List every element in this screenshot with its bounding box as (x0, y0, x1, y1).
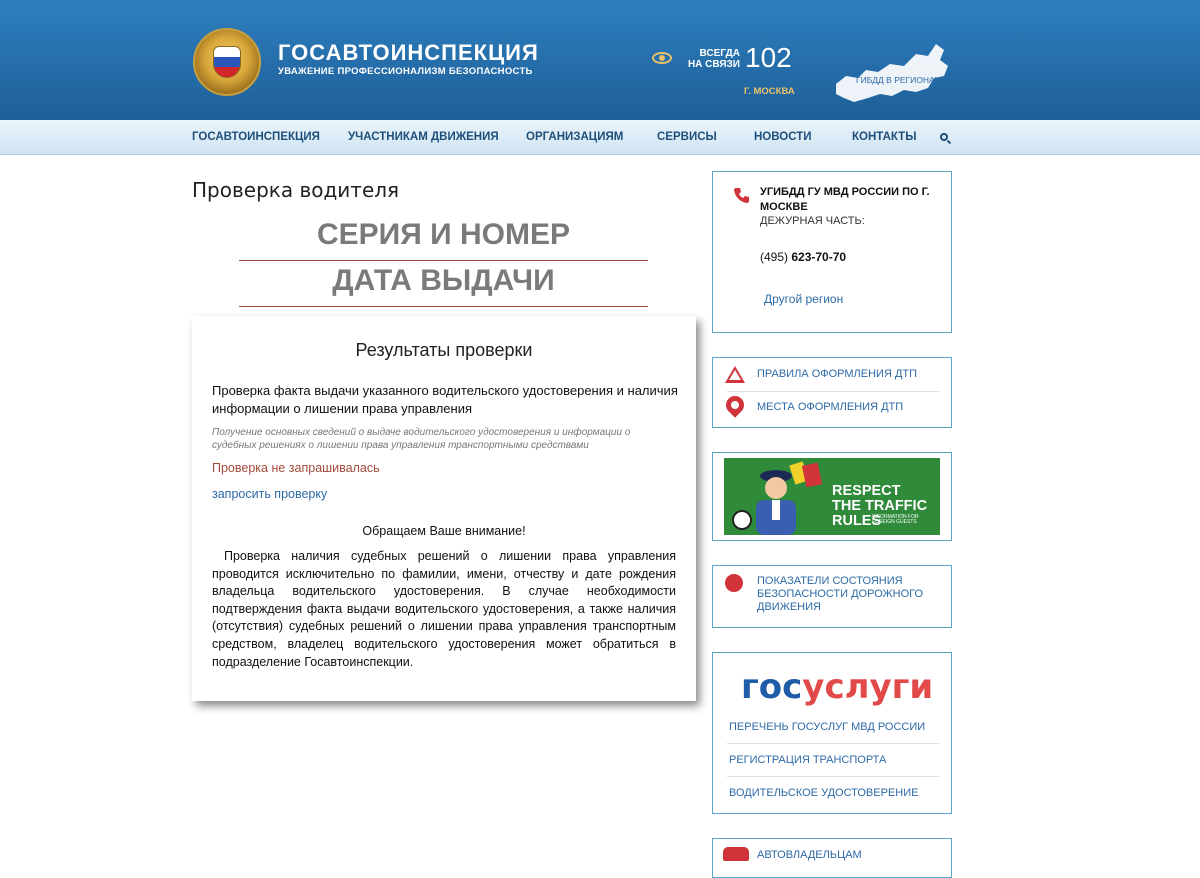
city-selector[interactable]: Г. МОСКВА (744, 86, 795, 97)
traffic-rules-banner[interactable] (724, 458, 940, 535)
vehicle-registration-link[interactable]: РЕГИСТРАЦИЯ ТРАНСПОРТА (729, 754, 887, 766)
org-name: УГИБДД ГУ МВД РОССИИ ПО Г. МОСКВЕ (760, 186, 930, 213)
site-header (0, 0, 1200, 120)
gosuslugi-box (712, 652, 952, 814)
results-card (192, 316, 696, 701)
gosuslugi-logo-part2: услуги (802, 667, 934, 707)
contact-box (712, 171, 952, 333)
gosuslugi-list-link[interactable]: ПЕРЕЧЕНЬ ГОСУСЛУГ МВД РОССИИ (729, 721, 926, 733)
banner-line3: RULES (832, 513, 882, 529)
police-officer-icon (746, 466, 806, 535)
duty-label: ДЕЖУРНАЯ ЧАСТЬ: (760, 215, 865, 227)
always-available (684, 48, 740, 70)
banner-small-text: INFORMATION FOR FOREIGN GUESTS (872, 514, 919, 525)
regions-label[interactable]: ГИБДД В РЕГИОНАХ (856, 75, 941, 85)
safety-stats-link[interactable]: ПОКАЗАТЕЛИ СОСТОЯНИЯ БЕЗОПАСНОСТИ ДОРОЖНОГО ДВИЖЕНИЯ (757, 575, 924, 613)
divider (727, 776, 939, 777)
check-description: Проверка факта выдачи указанного водительского удостоверения и наличия информации о лишении права управления (212, 383, 678, 416)
always-line1: ВСЕГДА (699, 48, 740, 59)
dtp-rules-link[interactable]: ПРАВИЛА ОФОРМЛЕНИЯ ДТП (757, 368, 918, 380)
divider (727, 391, 939, 392)
phone-icon (733, 186, 751, 204)
location-pin-icon (722, 392, 747, 417)
football-icon (732, 510, 752, 530)
attention-heading: Обращаем Ваше внимание! (362, 524, 526, 538)
brand-title[interactable]: ГОСАВТОИНСПЕКЦИЯ (278, 40, 539, 65)
duty-phone (760, 250, 846, 264)
driver-license-link[interactable]: ВОДИТЕЛЬСКОЕ УДОСТОВЕРЕНИЕ (729, 787, 919, 799)
check-note: Получение основных сведений о выдаче водительского удостоверения и информации о судебных решениях о лишении права управления транспортными средствами (212, 427, 631, 451)
brand-subtitle: УВАЖЕНИЕ ПРОФЕССИОНАЛИЗМ БЕЗОПАСНОСТЬ (278, 66, 533, 77)
page-title: Проверка водителя (192, 178, 400, 202)
nav-item-gosavtoinspekciya[interactable]: ГОСАВТОИНСПЕКЦИЯ (192, 131, 320, 143)
notice-text: Проверка наличия судебных решений о лишении права управления проводится исключительно по фамилии, имени, отчеству и дате рождения владельца водительского удостоверения. В случае необходимости подтверждения факта выдачи водительского удостоверения, а также наличия (отсутствия) судебных решений о лишении права управления транспортным средством, владелец водительского удостоверения может обратиться в подразделение Госавтоинспекции. (212, 549, 676, 669)
request-check-link[interactable]: запросить проверку (212, 487, 328, 501)
banner-box (712, 452, 952, 541)
main-nav (0, 120, 1200, 155)
car-owners-box (712, 838, 952, 878)
divider (727, 743, 939, 744)
banner-line2: THE TRAFFIC (832, 498, 928, 514)
car-icon (723, 847, 749, 861)
hotline-number: 102 (745, 42, 792, 73)
dtp-box (712, 357, 952, 428)
eye-icon[interactable] (652, 52, 672, 64)
phone-code: (495) (760, 250, 789, 264)
nav-item-news[interactable]: НОВОСТИ (754, 131, 812, 143)
dtp-places-link[interactable]: МЕСТА ОФОРМЛЕНИЯ ДТП (757, 401, 904, 413)
stats-icon (725, 574, 743, 592)
gosuslugi-logo[interactable] (741, 667, 933, 707)
gosuslugi-logo-part1: гос (741, 667, 803, 707)
nav-item-organizations[interactable]: ОРГАНИЗАЦИЯМ (526, 131, 624, 143)
series-number-field[interactable]: СЕРИЯ И НОМЕР (239, 218, 648, 261)
phone-number: 623-70-70 (791, 250, 847, 264)
car-owners-link[interactable]: АВТОВЛАДЕЛЬЦАМ (757, 849, 862, 861)
russia-map-icon[interactable] (832, 36, 952, 106)
nav-item-services[interactable]: СЕРВИСЫ (657, 131, 717, 143)
issue-date-field[interactable]: ДАТА ВЫДАЧИ (239, 264, 648, 307)
banner-line1: RESPECT (832, 483, 901, 499)
nav-item-contacts[interactable]: КОНТАКТЫ (852, 131, 917, 143)
nav-item-participants[interactable]: УЧАСТНИКАМ ДВИЖЕНИЯ (348, 131, 499, 143)
search-icon[interactable] (940, 133, 948, 141)
always-line2: НА СВЯЗИ (687, 59, 740, 70)
other-region-link[interactable]: Другой регион (764, 292, 844, 306)
emblem-icon[interactable] (193, 28, 261, 96)
stats-box (712, 565, 952, 628)
check-status: Проверка не запрашивалась (212, 461, 380, 475)
warning-triangle-icon (725, 366, 745, 383)
results-title: Результаты проверки (355, 340, 533, 360)
